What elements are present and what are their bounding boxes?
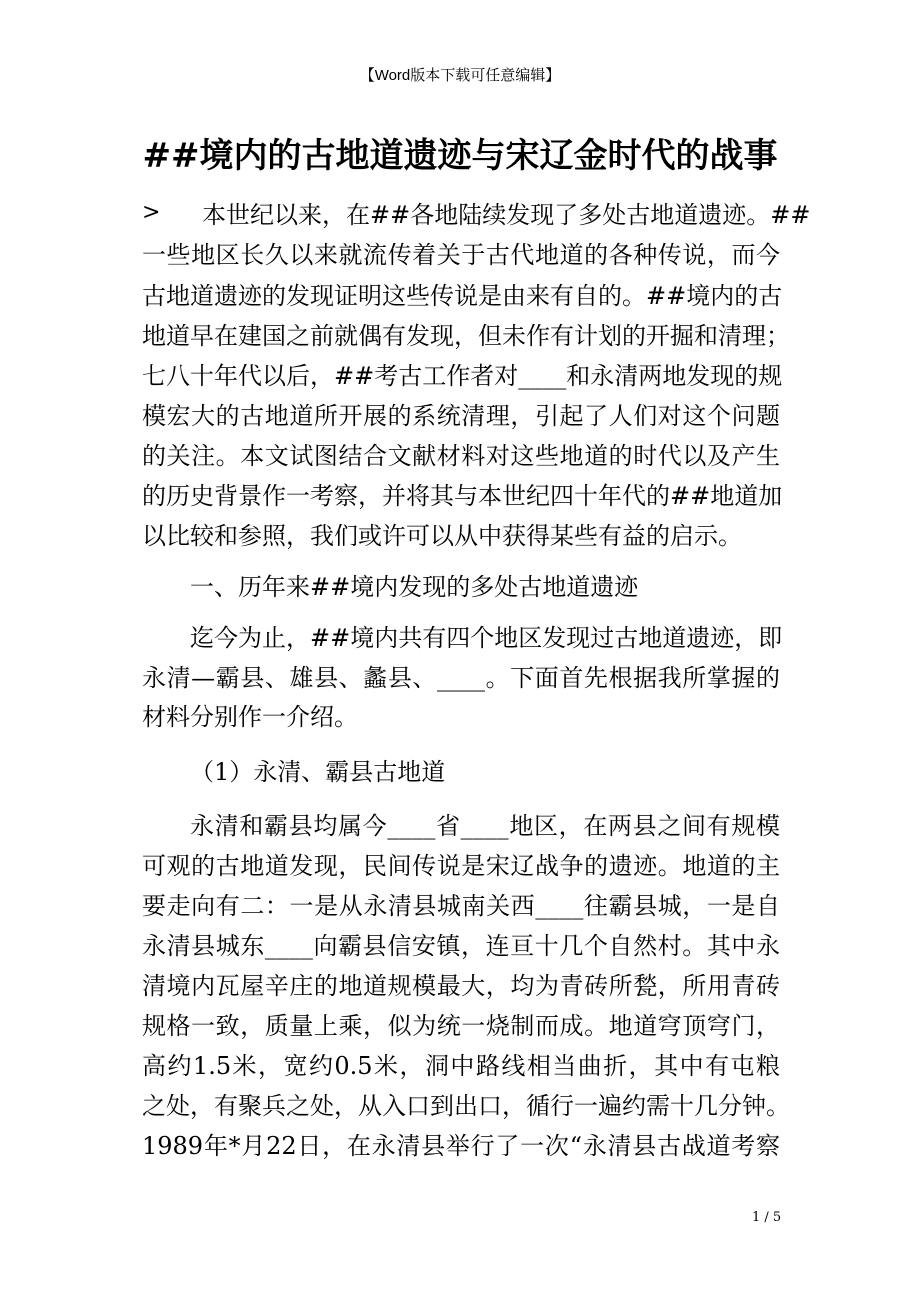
paragraph-line: 地道早在建国之前就偶有发现，但未作有计划的开掘和清理； xyxy=(142,322,790,350)
document-title: ##境内的古地道遗迹与宋辽金时代的战事 xyxy=(142,136,778,176)
paragraph-line: 的历史背景作一考察，并将其与本世纪四十年代的##地道加 xyxy=(142,482,783,510)
paragraph-line: 模宏大的古地道所开展的系统清理，引起了人们对这个问题 xyxy=(142,402,780,430)
paragraph-line: 迄今为止，##境内共有四个地区发现过古地道遗迹，即 xyxy=(190,624,783,652)
paragraph-line: 以比较和参照，我们或许可以从中获得某些有益的启示。 xyxy=(142,522,742,550)
paragraph-line: 永清和霸县均属今____省____地区，在两县之间有规模 xyxy=(190,812,780,840)
paragraph-line: 规格一致，质量上乘，似为统一烧制而成。地道穹顶穹门， xyxy=(142,1012,780,1040)
paragraph-line: 可观的古地道发现，民间传说是宋辽战争的遗迹。地道的主 xyxy=(142,852,780,880)
header-note: 【Word版本下载可任意编辑】 xyxy=(359,67,561,84)
subsection-heading: （1）永清、霸县古地道 xyxy=(190,758,446,786)
paragraph-line: 清境内瓦屋辛庄的地道规模最大，均为青砖所甃，所用青砖 xyxy=(142,972,780,1000)
paragraph-line: 之处，有聚兵之处，从入口到出口，循行一遍约需十几分钟。 xyxy=(142,1092,790,1120)
paragraph-line: 古地道遗迹的发现证明这些传说是由来有自的。##境内的古 xyxy=(142,282,783,310)
bullet-marker: > xyxy=(142,200,161,225)
paragraph-line: 七八十年代以后，##考古工作者对____和永清两地发现的规 xyxy=(142,362,783,390)
paragraph-line: 本世纪以来，在##各地陆续发现了多处古地道遗迹。## xyxy=(202,201,811,229)
paragraph-line: 永清县城东____向霸县信安镇，连亘十几个自然村。其中永 xyxy=(142,932,780,960)
paragraph-line: 材料分别作一介绍。 xyxy=(142,703,358,731)
paragraph-line: 永清—霸县、雄县、蠡县、____。下面首先根据我所掌握的 xyxy=(142,664,780,692)
paragraph-line: 的关注。本文试图结合文献材料对这些地道的时代以及产生 xyxy=(142,442,780,470)
page-number: 1 / 5 xyxy=(752,1210,782,1225)
paragraph-line: 1989年*月22日，在永清县举行了一次“永清县古战道考察 xyxy=(142,1132,780,1160)
paragraph-line: 一些地区长久以来就流传着关于古代地道的各种传说，而今 xyxy=(142,241,780,269)
paragraph-line: 要走向有二：一是从永清县城南关西____往霸县城，一是自 xyxy=(142,892,780,920)
section-heading: 一、历年来##境内发现的多处古地道遗迹 xyxy=(190,573,639,601)
paragraph-line: 高约1.5米，宽约0.5米，洞中路线相当曲折，其中有屯粮 xyxy=(142,1052,780,1080)
